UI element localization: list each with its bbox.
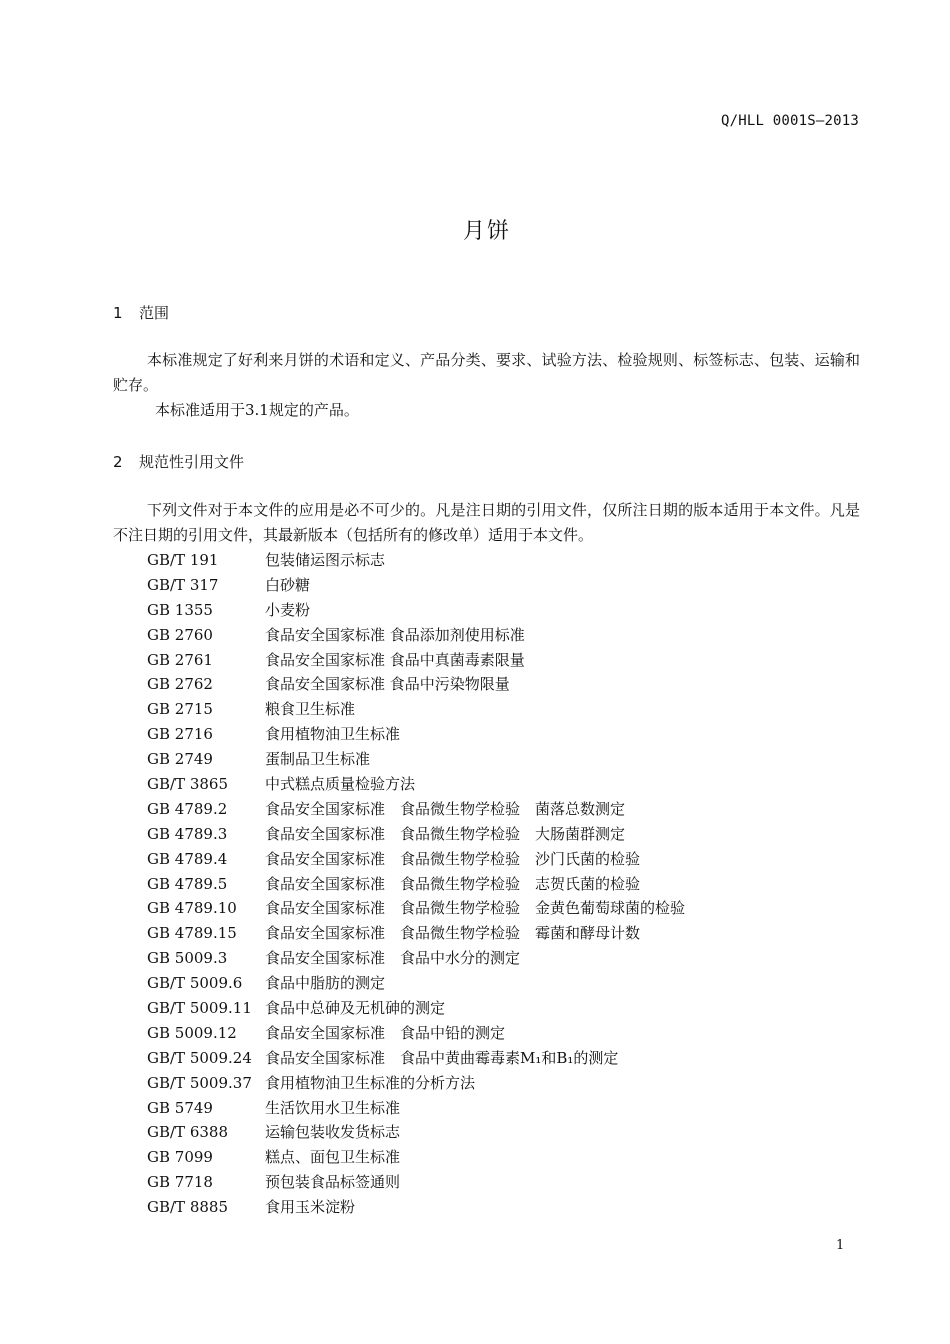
reference-name: 食品安全国家标准 食品添加剂使用标准 xyxy=(265,625,525,644)
scope-paragraph-2: 本标准适用于3.1规定的产品。 xyxy=(155,401,359,419)
reference-name: 运输包装收发货标志 xyxy=(265,1123,401,1142)
section-2-title: 规范性引用文件 xyxy=(139,453,245,471)
section-1-heading xyxy=(113,302,169,323)
reference-name: 食品安全国家标准 食品微生物学检验 菌落总数测定 xyxy=(265,799,626,818)
section-1-number: 1 xyxy=(113,304,123,322)
reference-item xyxy=(147,896,685,921)
reference-code: GB 5009.12 xyxy=(147,1023,237,1042)
section-2-heading xyxy=(113,451,244,472)
reference-item xyxy=(147,548,685,573)
reference-name: 中式糕点质量检验方法 xyxy=(265,775,416,794)
reference-name: 食品安全国家标准 食品微生物学检验 金黄色葡萄球菌的检验 xyxy=(265,899,686,918)
reference-name: 食品安全国家标准 食品中铅的测定 xyxy=(265,1023,506,1042)
reference-code: GB/T 5009.37 xyxy=(147,1073,252,1092)
reference-code: GB 4789.4 xyxy=(147,849,228,868)
reference-code: GB/T 8885 xyxy=(147,1198,229,1217)
reference-item xyxy=(147,747,685,772)
section-1-title: 范围 xyxy=(139,304,170,322)
reference-item xyxy=(147,623,685,648)
reference-code: GB 4789.3 xyxy=(147,824,228,843)
reference-code: GB 5009.3 xyxy=(147,949,228,968)
reference-name: 小麦粉 xyxy=(265,600,311,619)
reference-item xyxy=(147,697,685,722)
reference-name: 食品安全国家标准 食品中水分的测定 xyxy=(265,949,521,968)
scope-paragraph-1: 本标准规定了好利来月饼的术语和定义、产品分类、要求、试验方法、检验规则、标签标志、包装、运输和贮存。 xyxy=(113,351,860,394)
reference-code: GB/T 5009.11 xyxy=(147,999,252,1018)
reference-item xyxy=(147,872,685,897)
reference-name: 食品安全国家标准 食品微生物学检验 沙门氏菌的检验 xyxy=(265,849,641,868)
reference-item xyxy=(147,1195,685,1220)
reference-code: GB/T 3865 xyxy=(147,775,229,794)
reference-name: 食用玉米淀粉 xyxy=(265,1198,356,1217)
reference-name: 食品安全国家标准 食品微生物学检验 志贺氏菌的检验 xyxy=(265,874,641,893)
reference-name: 食品中总砷及无机砷的测定 xyxy=(265,999,446,1018)
reference-code: GB 2761 xyxy=(147,650,213,669)
standard-code: Q/HLL 0001S—2013 xyxy=(720,113,859,129)
reference-code: GB 5749 xyxy=(147,1098,213,1117)
reference-name: 食品安全国家标准 食品中污染物限量 xyxy=(265,675,510,694)
reference-code: GB 4789.10 xyxy=(147,899,237,918)
reference-item xyxy=(147,921,685,946)
reference-code: GB 4789.5 xyxy=(147,874,228,893)
reference-code: GB/T 5009.24 xyxy=(147,1048,252,1067)
reference-item xyxy=(147,1046,685,1071)
reference-code: GB 4789.15 xyxy=(147,924,237,943)
document-title: 月饼 xyxy=(462,219,511,244)
reference-item xyxy=(147,598,685,623)
reference-item xyxy=(147,971,685,996)
reference-item xyxy=(147,946,685,971)
reference-name: 糕点、面包卫生标准 xyxy=(265,1148,401,1167)
reference-code: GB 7099 xyxy=(147,1148,213,1167)
reference-code: GB/T 317 xyxy=(147,575,219,594)
reference-name: 食品安全国家标准 食品微生物学检验 霉菌和酵母计数 xyxy=(265,924,641,943)
reference-item xyxy=(147,847,685,872)
reference-name: 生活饮用水卫生标准 xyxy=(265,1098,401,1117)
reference-name: 白砂糖 xyxy=(265,575,311,594)
reference-code: GB 2762 xyxy=(147,675,213,694)
reference-name: 预包装食品标签通则 xyxy=(265,1173,401,1192)
references-intro: 下列文件对于本文件的应用是必不可少的。凡是注日期的引用文件，仅所注日期的版本适用于本文件。凡是不注日期的引用文件，其最新版本（包括所有的修改单）适用于本文件。 xyxy=(113,501,860,544)
reference-code: GB 2760 xyxy=(147,625,213,644)
reference-item xyxy=(147,822,685,847)
reference-item xyxy=(147,1170,685,1195)
reference-name: 食品中脂肪的测定 xyxy=(265,974,386,993)
reference-item xyxy=(147,1021,685,1046)
reference-list xyxy=(147,548,685,1220)
reference-code: GB/T 5009.6 xyxy=(147,974,243,993)
reference-item xyxy=(147,722,685,747)
reference-code: GB 4789.2 xyxy=(147,799,228,818)
reference-item xyxy=(147,648,685,673)
reference-item xyxy=(147,1120,685,1145)
reference-name: 包装储运图示标志 xyxy=(265,551,386,569)
reference-name: 食用植物油卫生标准 xyxy=(265,725,401,744)
page-number: 1 xyxy=(836,1238,845,1253)
reference-name: 食品安全国家标准 食品中黄曲霉毒素M₁和B₁的测定 xyxy=(265,1048,619,1067)
reference-code: GB 2715 xyxy=(147,700,213,719)
reference-code: GB/T 191 xyxy=(147,551,219,569)
reference-item xyxy=(147,573,685,598)
reference-item xyxy=(147,1096,685,1121)
reference-name: 粮食卫生标准 xyxy=(265,700,356,719)
reference-code: GB 7718 xyxy=(147,1173,213,1192)
reference-code: GB/T 6388 xyxy=(147,1123,229,1142)
reference-item xyxy=(147,797,685,822)
reference-item xyxy=(147,1071,685,1096)
reference-name: 食品安全国家标准 食品微生物学检验 大肠菌群测定 xyxy=(265,824,626,843)
reference-item xyxy=(147,996,685,1021)
reference-code: GB 2749 xyxy=(147,750,213,769)
reference-name: 蛋制品卫生标准 xyxy=(265,750,371,769)
reference-code: GB 1355 xyxy=(147,600,213,619)
reference-item xyxy=(147,772,685,797)
section-2-number: 2 xyxy=(113,453,123,471)
reference-item xyxy=(147,1145,685,1170)
reference-name: 食品安全国家标准 食品中真菌毒素限量 xyxy=(265,650,525,669)
reference-name: 食用植物油卫生标准的分析方法 xyxy=(265,1073,476,1092)
reference-code: GB 2716 xyxy=(147,725,213,744)
reference-item xyxy=(147,672,685,697)
